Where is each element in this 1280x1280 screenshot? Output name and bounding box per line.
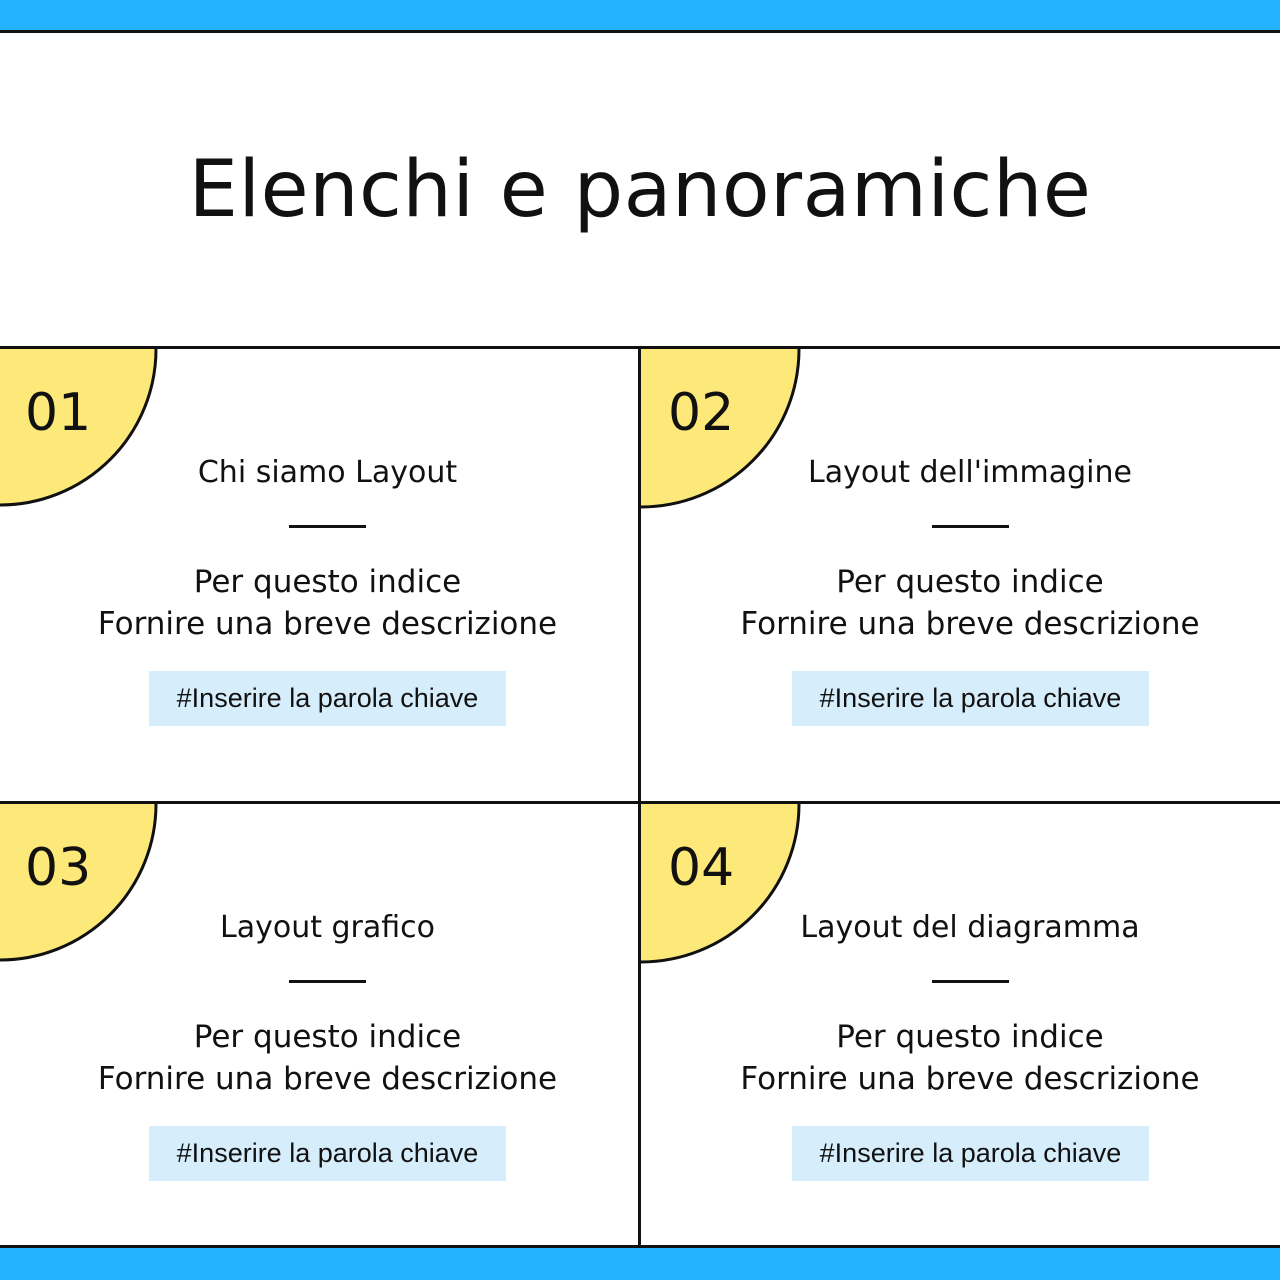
title-divider [932,980,1009,983]
keyword-tag: #Inserire la parola chiave [149,671,506,726]
card-title: Layout del diagramma [800,910,1140,945]
keyword-tag: #Inserire la parola chiave [792,1126,1149,1181]
description-line: Per questo indice [193,564,462,600]
description-line: Fornire una breve descrizione [97,1061,558,1097]
overview-card-1 [0,349,640,803]
title-divider [289,980,366,983]
overview-card-3 [0,804,640,1258]
overview-card-4 [641,804,1280,1258]
card-description [0,1016,640,1100]
page-title: Elenchi e panoramiche [188,145,1092,235]
card-description [0,561,640,645]
bottom-accent-band [0,1245,1280,1280]
title-divider [932,525,1009,528]
description-line: Fornire una breve descrizione [97,606,558,642]
keyword-tag: #Inserire la parola chiave [149,1126,506,1181]
card-title: Layout grafico [219,910,436,945]
description-line: Fornire una breve descrizione [740,1061,1200,1097]
card-title: Layout dell'immagine [808,455,1132,490]
description-line: Fornire una breve descrizione [740,606,1200,642]
card-description [641,561,1280,645]
card-number: 04 [668,838,735,898]
top-accent-band [0,0,1280,33]
card-description [641,1016,1280,1100]
description-line: Per questo indice [193,1019,462,1055]
card-number: 03 [25,838,92,898]
description-line: Per questo indice [836,1019,1104,1055]
description-line: Per questo indice [836,564,1104,600]
overview-card-2 [641,349,1280,803]
title-divider [289,525,366,528]
card-title: Chi siamo Layout [197,455,458,490]
keyword-tag: #Inserire la parola chiave [792,671,1149,726]
card-number: 01 [25,383,92,443]
card-number: 02 [668,383,735,443]
